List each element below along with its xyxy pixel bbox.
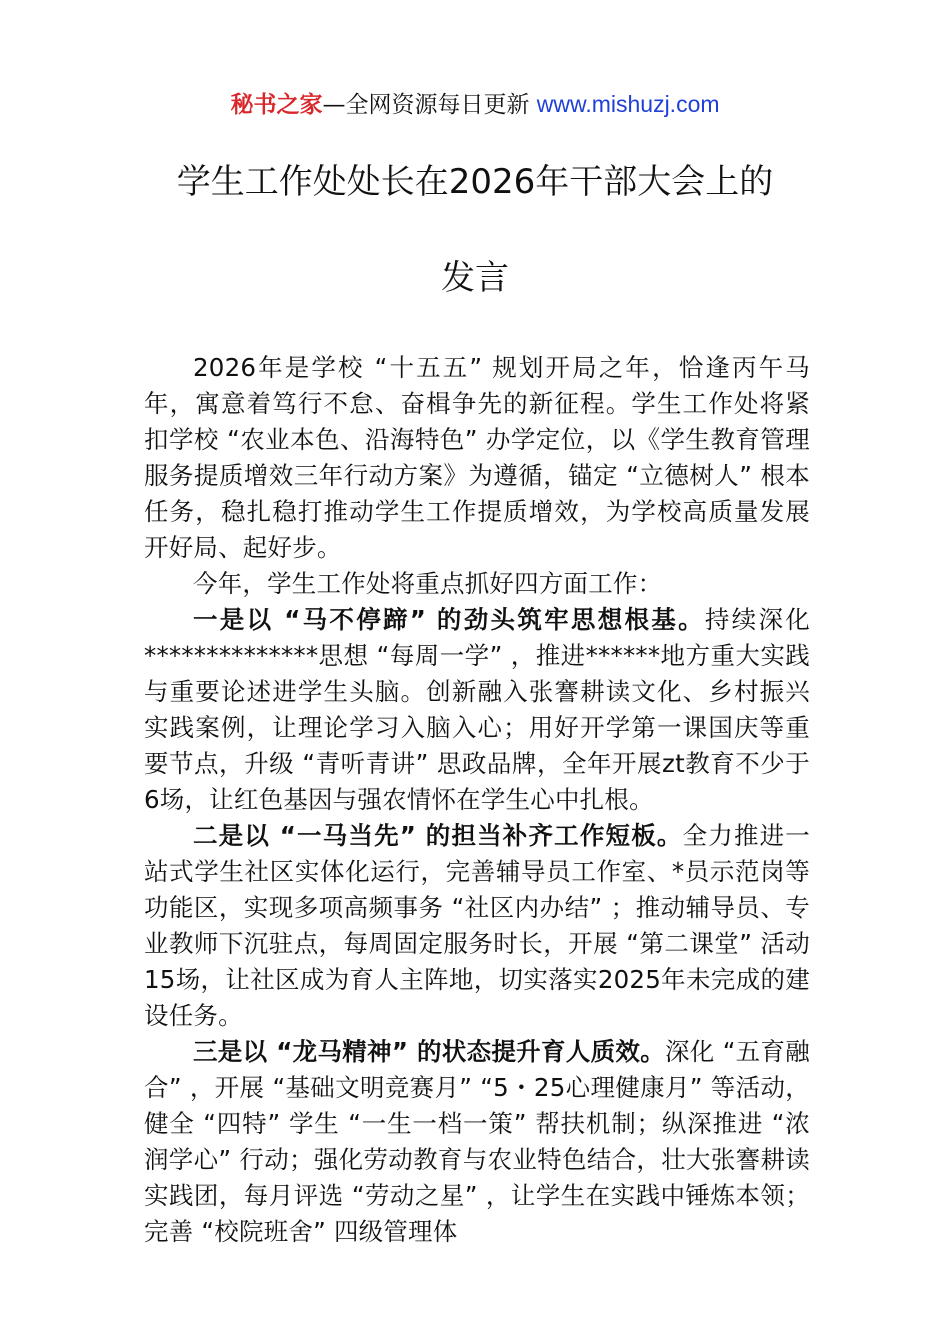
paragraph-point-2-lead: 二是以 “一马当先” 的担当补齐工作短板。 — [193, 821, 683, 850]
paragraph-overview — [144, 566, 810, 602]
site-header — [0, 86, 950, 123]
paragraph-overview-text: 今年，学生工作处将重点抓好四方面工作： — [193, 569, 663, 598]
header-site-url[interactable]: www.mishuzj.com — [536, 91, 720, 117]
paragraph-intro — [144, 350, 810, 566]
paragraph-point-1-lead: 一是以 “马不停蹄” 的劲头筑牢思想根基。 — [193, 605, 705, 634]
paragraph-point-1 — [144, 602, 810, 818]
header-tagline: —全网资源每日更新 — [322, 92, 537, 118]
paragraph-point-3-text: 深化 “五育融合” ，开展 “基础文明竞赛月” “5・25心理健康月” 等活动，健全 “四特” 学生 “一生一档一策” 帮扶机制；纵深推进 “浓润学心” 行动；强化劳动教育与农业特色结合，壮大张謇耕读实践团，每月评选 “劳动之星” ，让学生在实践中锤炼本领；完善 “校院班舍” 四级管理体 — [144, 1037, 810, 1246]
paragraph-point-1-text: 持续深化**************思想 “每周一学” ，推进******地方重大实践与重要论述进学生头脑。创新融入张謇耕读文化、乡村振兴实践案例，让理论学习入脑入心；用好开学第一课国庆等重要节点，升级 “青听青讲” 思政品牌，全年开展zt教育不少于6场，让红色基因与强农情怀在学生心中扎根。 — [144, 605, 810, 814]
document-title-line-2: 发言 — [441, 258, 509, 298]
paragraph-point-2-text: 全力推进一站式学生社区实体化运行，完善辅导员工作室、*员示范岗等功能区，实现多项高频事务 “社区内办结” ；推动辅导员、专业教师下沉驻点，每周固定服务时长，开展 “第二课堂” 活动15场，让社区成为育人主阵地，切实落实2025年未完成的建设任务。 — [144, 821, 810, 1030]
paragraph-point-2 — [144, 818, 810, 1034]
header-brand: 秘书之家 — [230, 92, 323, 118]
paragraph-point-3-lead: 三是以 “龙马精神” 的状态提升育人质效。 — [193, 1037, 665, 1066]
paragraph-point-3 — [144, 1034, 810, 1250]
document-body — [144, 350, 810, 1250]
document-title-line-1: 学生工作处处长在2026年干部大会上的 — [176, 162, 774, 202]
paragraph-intro-text: 2026年是学校 “十五五” 规划开局之年，恰逢丙午马年，寓意着笃行不怠、奋楫争先的新征程。学生工作处将紧扣学校 “农业本色、沿海特色” 办学定位，以《学生教育管理服务提质增效三年行动方案》为遵循，锚定 “立德树人” 根本任务，稳扎稳打推动学生工作提质增效，为学校高质量发展开好局、起好步。 — [144, 353, 810, 562]
